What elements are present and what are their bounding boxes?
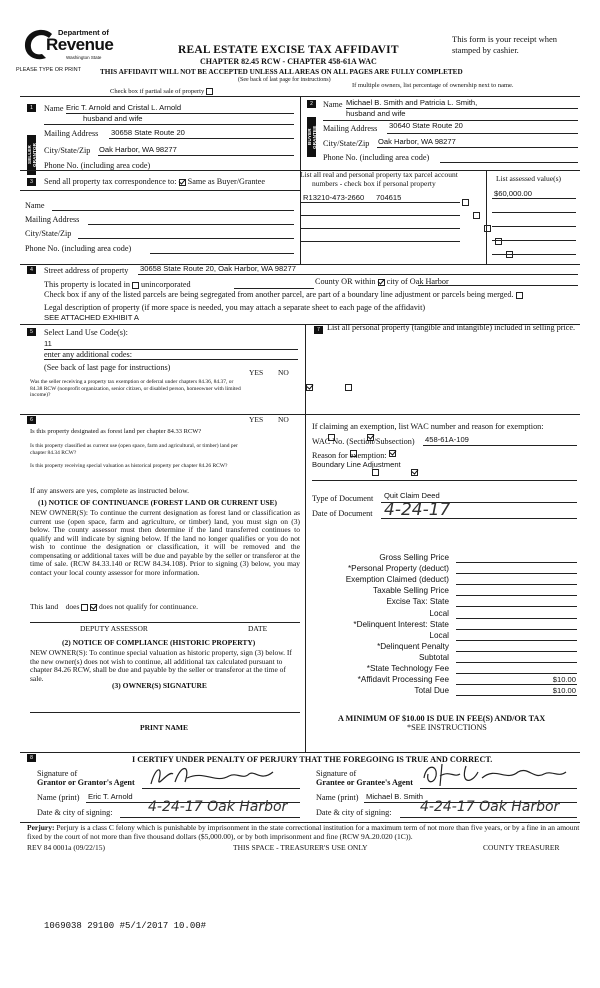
receipt-note: This form is your receipt when stamped by cashier. — [452, 34, 558, 55]
section-4-number: 4 — [27, 266, 36, 274]
parcel-2: 704615 — [376, 193, 402, 202]
parcel-header-1: List all real and personal property tax parcel account — [300, 170, 458, 179]
multiple-owners-note: If multiple owners, list percentage of ownership next to name. — [352, 82, 514, 89]
seller-name-2: husband and wife — [83, 114, 143, 123]
section-7-number: 7 — [314, 326, 323, 334]
seller-city-label: City/State/Zip — [44, 146, 91, 155]
doc-type-label: Type of Document — [312, 494, 374, 503]
s3-phone-label: Phone No. (including area code) — [25, 244, 132, 253]
seller-mail-label: Mailing Address — [44, 129, 99, 138]
perjury-body: Perjury is a class C felony which is punishable by imprisonment in the state correctional institution for a maximum term of not more than five years, or by a fine in an amount fixed by the court of not more than five thousand dollars ($5,000.00), or by both imprisonment and fine (RCW 9A.20.020 (1C)). — [27, 823, 580, 841]
grantee-sig-label-2: Grantee or Grantee's Agent — [316, 778, 413, 787]
assessed-header: List assessed value(s) — [496, 174, 561, 183]
not-accepted-notice: THIS AFFIDAVIT WILL NOT BE ACCEPTED UNLESS ALL AREAS ON ALL PAGES ARE FULLY COMPLETED — [100, 68, 463, 76]
segregated-checkbox[interactable] — [516, 292, 523, 299]
fee-value[interactable]: $10.00 — [552, 674, 576, 684]
owner-signature-label: (3) OWNER(S) SIGNATURE — [112, 681, 207, 690]
fee-line — [456, 640, 577, 641]
fee-label: Local — [429, 630, 449, 640]
deputy-assessor: DEPUTY ASSESSOR — [80, 624, 148, 633]
exemption-yes-checkbox[interactable] — [306, 384, 313, 391]
doc-type-value: Quit Claim Deed — [384, 491, 440, 500]
washington-state: Washington State — [66, 55, 102, 60]
s6-yes: YES — [249, 415, 264, 424]
seller-name-label: Name — [44, 104, 64, 113]
s3-city-label: City/State/Zip — [25, 229, 72, 238]
deputy-date: DATE — [248, 624, 268, 633]
section-6-number: 6 — [27, 416, 36, 424]
fee-line — [456, 618, 577, 619]
exemption-question: Was the seller receiving a property tax exemption or deferral under chapters 84.36, 84.37, or 84.38 RCW (nonprofit organization, senior citizen, or disabled person, homeowner with limited income)? — [30, 379, 241, 398]
s3-name-label: Name — [25, 201, 45, 210]
fee-line — [456, 695, 577, 696]
buyer-name-label: Name — [323, 100, 343, 109]
historic-yes-checkbox[interactable] — [372, 469, 379, 476]
does-not-text: does not — [99, 602, 125, 611]
parcel-1-checkbox[interactable] — [462, 199, 469, 206]
fee-label: *Affidavit Processing Fee — [357, 675, 449, 685]
fee-label: Subtotal — [418, 652, 449, 662]
street-label: Street address of property — [44, 266, 129, 275]
wac-value: 458-61A-109 — [425, 435, 469, 444]
current-use-no-checkbox[interactable] — [389, 450, 396, 457]
perjury-label: Perjury: — [27, 823, 55, 832]
grantor-name-label: Name (print) — [37, 793, 80, 802]
partial-sale-label — [110, 88, 213, 96]
revenue-logo — [22, 26, 122, 70]
buyer-mail-label: Mailing Address — [323, 124, 378, 133]
s5-yes: YES — [249, 368, 264, 377]
certify-statement: I CERTIFY UNDER PENALTY OF PERJURY THAT THE FOREGOING IS TRUE AND CORRECT. — [132, 755, 493, 764]
buyer-phone-label: Phone No. (including area code) — [323, 153, 430, 162]
fee-label: Taxable Selling Price — [372, 586, 449, 596]
fee-label: *Personal Property (deduct) — [347, 564, 449, 574]
section-2-number: 2 — [307, 100, 316, 108]
fee-line — [456, 606, 577, 607]
county-or-text: County OR within — [315, 277, 376, 286]
fee-line — [456, 584, 577, 585]
qualify-text: qualify for continuance. — [126, 602, 198, 611]
grantee-signature — [420, 758, 570, 790]
located-in-text: This property is located in — [44, 280, 130, 289]
parcel-1: R13210-473-2660 — [303, 193, 365, 202]
receipt-stamp: 1069038 29100 #5/1/2017 10.00# — [44, 921, 207, 931]
parcel-header-2: numbers - check box if personal property — [312, 179, 436, 188]
perjury-text — [27, 824, 580, 841]
send-label: Send all property tax correspondence to: — [44, 177, 177, 186]
buyer-grantee-tag: BUYER GRANTEE — [307, 117, 316, 157]
if-yes-note: If any answers are yes, complete as instructed below. — [30, 486, 190, 495]
see-back-notice: (See back of last page for instructions) — [238, 77, 331, 83]
grantee-name: Michael B. Smith — [366, 792, 423, 801]
fee-label: *Delinquent Penalty — [377, 641, 449, 651]
grantor-name: Eric T. Arnold — [88, 792, 133, 801]
within-city-checkbox[interactable] — [378, 279, 385, 286]
does-checkbox[interactable] — [81, 604, 88, 611]
same-as-label: Same as Buyer/Grantee — [187, 177, 265, 186]
treasurer-space: THIS SPACE - TREASURER'S USE ONLY — [233, 843, 368, 852]
buyer-city: Oak Harbor, WA 98277 — [378, 137, 456, 146]
seller-city: Oak Harbor, WA 98277 — [99, 145, 177, 154]
grantee-name-label: Name (print) — [316, 793, 359, 802]
this-land-text: This land — [30, 602, 59, 611]
reason-label: Reason for exemption: — [312, 451, 387, 460]
fee-value[interactable]: $10.00 — [552, 685, 576, 695]
section-5-number: 5 — [27, 328, 36, 336]
forest-question: Is this property designated as forest land per chapter 84.33 RCW? — [30, 428, 202, 435]
fee-line — [456, 573, 577, 574]
section-1-number: 1 — [27, 104, 36, 112]
parcel-2-checkbox[interactable] — [473, 212, 480, 219]
located-line — [44, 280, 191, 289]
historic-question: Is this property receiving special valuation as historical property per chapter 84.26 RCW? — [30, 463, 228, 469]
grantor-sig-label-1: Signature of — [37, 769, 78, 778]
grantee-date: 4-24-17 Oak Harbor — [420, 799, 560, 815]
notice-compliance-body: NEW OWNER(S): To continue special valuation as historic property, sign (3) below. If the new owner(s) does not wish to continue, all additional tax calculated pursuant to chapter 84.26 RCW, shall be due and payable by the seller or transferor at the time of sale. — [30, 648, 292, 683]
see-instructions: *SEE INSTRUCTIONS — [407, 723, 487, 732]
revenue-wordmark: Revenue — [46, 35, 114, 54]
assessed-1: $60,000.00 — [494, 189, 533, 198]
form-title: REAL ESTATE EXCISE TAX AFFIDAVIT — [178, 44, 399, 56]
unincorporated-text: unincorporated — [141, 280, 191, 289]
land-use-value: 11 — [44, 339, 52, 348]
claim-exemption-label: If claiming an exemption, list WAC number and reason for exemption: — [312, 422, 544, 431]
section-3-number: 3 — [27, 178, 36, 186]
seller-name-1: Eric T. Arnold and Cristal L. Arnold — [66, 103, 182, 112]
buyer-name-1: Michael B. Smith and Patricia L. Smith, — [346, 98, 478, 107]
doc-date-value: 4-24-17 — [384, 500, 451, 520]
does-text: does — [65, 602, 80, 611]
fee-line — [456, 595, 577, 596]
fee-line — [456, 662, 577, 663]
wac-label: WAC No. (Section/Subsection) — [312, 437, 415, 446]
fee-label: *Delinquent Interest: State — [353, 619, 449, 629]
fee-label: Local — [429, 608, 449, 618]
notice-compliance-title: (2) NOTICE OF COMPLIANCE (HISTORIC PROPERTY) — [62, 638, 256, 647]
fee-label: Gross Selling Price — [379, 553, 449, 562]
grantor-sig-label-2: Grantor or Grantor's Agent — [37, 778, 135, 787]
buyer-city-label: City/State/Zip — [323, 139, 370, 148]
segregated-line — [44, 290, 584, 299]
reason-value: Boundary Line Adjustment — [312, 460, 401, 469]
current-use-question: Is this property classified as current use (open space, farm and agricultural, or timber) land per chapter 84.34 RCW? — [30, 443, 238, 456]
unincorporated-checkbox[interactable] — [132, 282, 139, 289]
historic-no-checkbox[interactable] — [411, 469, 418, 476]
s5-no: NO — [278, 368, 289, 377]
legal-desc-value: SEE ATTACHED EXHIBIT A — [44, 313, 139, 322]
partial-sale-checkbox[interactable] — [206, 88, 213, 95]
grantee-date-label: Date & city of signing: — [316, 808, 392, 817]
s6-no: NO — [278, 415, 289, 424]
street-value: 30658 State Route 20, Oak Harbor, WA 98277 — [140, 264, 296, 273]
seller-grantor-tag: SELLER GRANTOR — [27, 135, 36, 175]
does-not-checkbox[interactable] — [90, 604, 97, 611]
s5-see-back: (See back of last page for instructions) — [44, 363, 171, 372]
print-name-label: PRINT NAME — [140, 723, 188, 732]
notice-continuance-title: (1) NOTICE OF CONTINUANCE (FOREST LAND OR CURRENT USE) — [38, 498, 278, 507]
same-as-buyer-checkbox[interactable] — [179, 179, 186, 186]
land-use-label: Select Land Use Code(s): — [44, 328, 128, 337]
dept-of: Department of — [58, 28, 109, 37]
partial-sale-text: Check box if partial sale of property — [110, 88, 205, 95]
fee-label: Excise Tax: State — [386, 597, 449, 607]
legal-desc-label: Legal description of property (if more space is needed, you may attach a separate sheet to each page of the affidavit) — [44, 303, 426, 312]
send-correspondence — [44, 177, 265, 186]
fee-line — [456, 562, 577, 563]
fee-line — [456, 651, 577, 652]
parcel-3-checkbox[interactable] — [484, 225, 491, 232]
s3-mail-label: Mailing Address — [25, 215, 80, 224]
seller-mail: 30658 State Route 20 — [111, 128, 185, 137]
fee-line — [456, 629, 577, 630]
city-of-text: city of Oak Harbor — [386, 277, 449, 286]
grantor-date: 4-24-17 Oak Harbor — [148, 799, 288, 815]
parcel-4-checkbox[interactable] — [495, 238, 502, 245]
buyer-name-2: husband and wife — [346, 109, 406, 118]
grantor-date-label: Date & city of signing: — [37, 808, 113, 817]
fee-label: Exemption Claimed (deduct) — [345, 575, 449, 585]
form-subtitle: CHAPTER 82.45 RCW - CHAPTER 458-61A WAC — [200, 57, 377, 66]
please-type: PLEASE TYPE OR PRINT — [16, 67, 82, 73]
continuance-line — [30, 603, 198, 612]
buyer-mail: 30640 State Route 20 — [389, 121, 463, 130]
section-8-number: 8 — [27, 754, 36, 762]
county-treasurer: COUNTY TREASURER — [483, 843, 560, 852]
notice-continuance-body: NEW OWNER(S): To continue the current designation as forest land or classification as current use (open space, farm and agriculture, or timber) land, you must sign on (3) below. The county assessor must then determine if the land transferred continues to qualify and will indicate by signing below. If the land no longer qualifies or you do not wish to continue the designation or classification, it will be removed and the compensating or additional taxes will be due and payable by the seller or transferor at the time of sale. (RCW 84.33.140 or RCW 84.34.108). Prior to signing (3) below, you may contact your local county assessor for more information. — [30, 508, 300, 577]
additional-codes: enter any additional codes: — [44, 350, 132, 359]
minimum-due: A MINIMUM OF $10.00 IS DUE IN FEE(S) AND/OR TAX — [338, 714, 546, 723]
seller-phone-label: Phone No. (including area code) — [44, 161, 151, 170]
exemption-no-checkbox[interactable] — [345, 384, 352, 391]
fee-label: *State Technology Fee — [366, 664, 449, 673]
doc-date-label: Date of Document — [312, 509, 373, 518]
grantee-sig-label-1: Signature of — [316, 769, 357, 778]
segregated-text: Check box if any of the listed parcels are being segregated from another parcel, are part of a boundary line adjustment or parcels being merged. — [44, 290, 514, 299]
form-revision: REV 84 0001a (09/22/15) — [27, 843, 105, 852]
fee-label: Total Due — [414, 686, 449, 696]
grantor-signature — [145, 760, 285, 790]
personal-property-label: List all personal property (tangible and intangible) included in selling price. — [327, 323, 576, 332]
